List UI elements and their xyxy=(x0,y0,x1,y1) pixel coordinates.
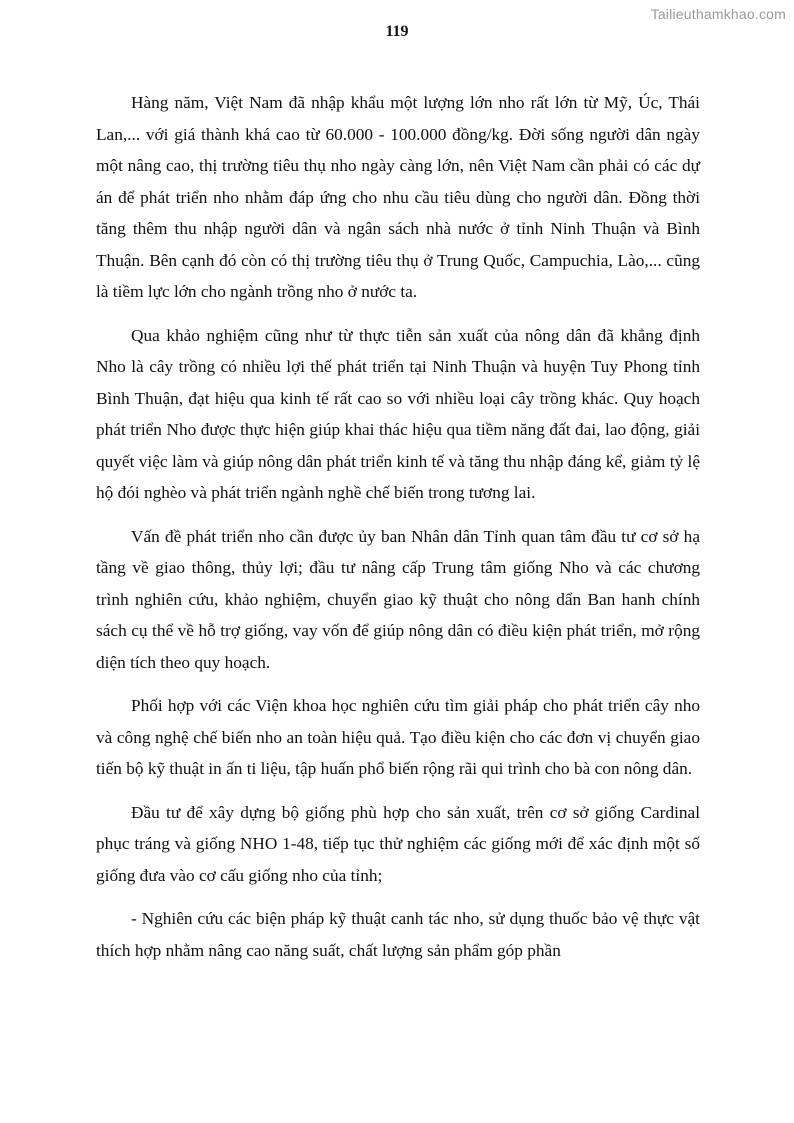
paragraph-grape-advantages: Qua khảo nghiệm cũng như từ thực tiễn sản xuất của nông dân đã khẳng định Nho là cây trồng có nhiều lợi thế phát triển tại Ninh Thuận và huyện Tuy Phong tỉnh Bình Thuận, đạt hiệu qua kinh tế rất cao so với nhiều loại cây trồng khác. Quy hoạch phát triển Nho được thực hiện giúp khai thác hiệu qua tiềm năng đất đai, lao động, giải quyết việc làm và giúp nông dân phát triển kinh tế và tăng thu nhập đáng kể, giảm tỷ lệ hộ đói nghèo và phát triển ngành nghề chế biến trong tương lai. xyxy=(96,325,700,502)
paragraph-import-demand: Hàng năm, Việt Nam đã nhập khẩu một lượng lớn nho rất lớn từ Mỹ, Úc, Thái Lan,... với giá thành khá cao từ 60.000 - 100.000 đồng/kg. Đời sống người dân ngày một nâng cao, thị trường tiêu thụ nho ngày càng lớn, nên Việt Nam cần phải có các dự án để phát triển nho nhằm đáp ứng cho nhu cầu tiêu dùng cho người dân. Đồng thời tăng thêm thu nhập người dân và ngân sách nhà nước ở tỉnh Ninh Thuận và Bình Thuận. Bên cạnh đó còn có thị trường tiêu thụ ở Trung Quốc, Campuchia, Lào,... cũng là tiềm lực lớn cho ngành trồng nho ở nước ta. xyxy=(96,93,700,301)
paragraph-seed-varieties: Đầu tư để xây dựng bộ giống phù hợp cho sản xuất, trên cơ sở giống Cardinal phục tráng và giống NHO 1-48, tiếp tục thử nghiệm các giống mới để xác định một số giống đưa vào cơ cấu giống nho của tỉnh; xyxy=(96,802,700,885)
paragraph-cultivation-techniques: - Nghiên cứu các biện pháp kỹ thuật canh tác nho, sử dụng thuốc bảo vệ thực vật thích hợp nhằm nâng cao năng suất, chất lượng sản phẩm góp phần xyxy=(96,909,700,960)
paragraph-infrastructure-investment: Vấn đề phát triển nho cần được ủy ban Nhân dân Tỉnh quan tâm đầu tư cơ sở hạ tầng về giao thông, thủy lợi; đầu tư nâng cấp Trung tâm giống Nho và các chương trình nghiên cứu, khảo nghiệm, chuyển giao kỹ thuật cho nông dẩn Ban hanh chính sách cụ thể về hỗ trợ giống, vay vốn để giúp nông dân có điều kiện phát triển, mở rộng diện tích theo quy hoạch. xyxy=(96,526,700,672)
watermark: Tailieuthamkhao.com xyxy=(650,6,786,22)
page-number: 119 xyxy=(385,23,409,40)
document-body xyxy=(96,87,700,966)
paragraph-research-cooperation: Phối hợp với các Viện khoa học nghiên cứu tìm giải pháp cho phát triển cây nho và công nghệ chế biến nho an toàn hiệu quả. Tạo điều kiện cho các đơn vị chuyển giao tiến bộ kỹ thuật in ấn ti liệu, tập huấn phổ biến rộng rãi qui trình cho bà con nông dân. xyxy=(96,696,700,778)
